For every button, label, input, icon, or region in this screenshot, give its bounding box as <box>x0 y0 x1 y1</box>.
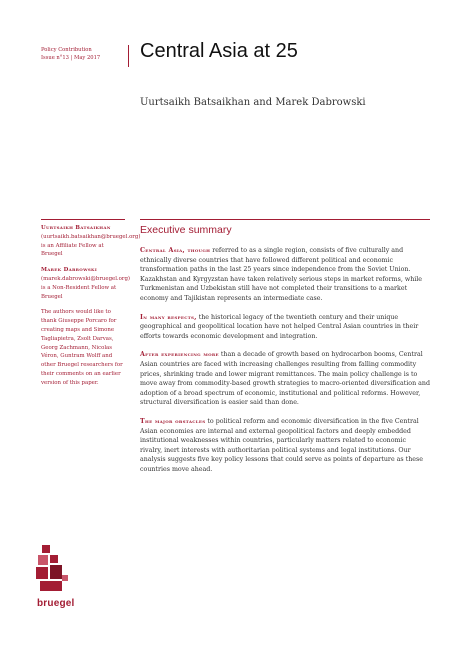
section-title: Executive summary <box>140 224 232 236</box>
author1-name: Uurtsaikh Batsaikhan <box>41 225 111 231</box>
author1-bio <box>41 224 141 259</box>
paragraph-text: to political reform and economic diversification in the five Central Asian economies are internal and external geopolitical factors and deeply embedded institutional weaknesses within countries, particularly matters related to economic rivalry, inert interests with authoritarian political systems and legal institutions. Our analysis suggests five key policy lessons that could serve as points of departure as these countries move ahead. <box>140 417 423 473</box>
document-title: Central Asia at 25 <box>140 40 298 62</box>
header-divider <box>128 45 129 67</box>
paragraph-lead: In many respects, <box>140 313 197 321</box>
paragraph-text: than a decade of growth based on hydrocarbon booms, Central Asian countries are faced with increasing challenges resulting from falling commodity prices, shrinking trade and lower migrant remittances. The main policy challenge is to move away from commodity-based growth strategies to macro-oriented diversification and adoption of a broad spectrum of economic, institutional and political reforms. However, structural diversification is easier said than done. <box>140 351 430 407</box>
series-name: Policy Contribution <box>41 47 92 53</box>
author2-info: (marek.dabrowski@bruegel.org) is a Non-Resident Fellow at Bruegel <box>41 275 131 300</box>
summary-paragraph-2 <box>140 313 430 342</box>
paragraph-lead: The major obstacles <box>140 417 206 425</box>
author2-name: Marek Dabrowski <box>41 267 97 274</box>
author2-bio <box>41 266 131 301</box>
author1-info: (uurtsaikh.batsaikhan@bruegel.org) is an Affiliate Fellow at Bruegel <box>41 233 141 258</box>
main-rule <box>140 219 430 220</box>
author-line: Uurtsaikh Batsaikhan and Marek Dabrowski <box>140 97 366 108</box>
paragraph-lead: After experiencing more <box>140 351 219 359</box>
main-content <box>140 219 430 483</box>
summary-paragraph-3 <box>140 350 430 408</box>
summary-paragraph-1 <box>140 246 430 304</box>
summary-paragraph-4 <box>140 417 430 475</box>
logo-wordmark: bruegel <box>37 598 75 609</box>
publication-series <box>41 46 126 62</box>
acknowledgement: The authors would like to thank Giuseppe Porcaro for creating maps and Simone Tagliapietra, Zsolt Darvas, Georg Zachmann, Nicolas Véron, Guntram Wolff and other Bruegel researchers for their comments on an earlier version of this paper. <box>41 309 123 386</box>
issue-info: Issue n°13 | May 2017 <box>41 55 101 61</box>
paragraph-text: the historical legacy of the twentieth century and their unique geographical and geopolitical location have not helped Central Asian countries in their efforts towards economic development and integration. <box>140 313 419 340</box>
bruegel-logo-icon <box>34 545 74 605</box>
paragraph-text: referred to as a single region, consists of five culturally and ethnically diverse countries that have followed different political and economic transformation paths in the last 25 years since independence from the Soviet Union. Kazakhstan and Kyrgyzstan have taken relatively serious steps in market reforms, while Turkmenistan and Uzbekistan still have not completed their transitions to a market economy and Tajikistan represents an intermediate case. <box>140 247 423 302</box>
paragraph-lead: Central Asia, though <box>140 247 211 254</box>
sidebar-rule <box>41 219 125 220</box>
sidebar <box>41 219 141 388</box>
